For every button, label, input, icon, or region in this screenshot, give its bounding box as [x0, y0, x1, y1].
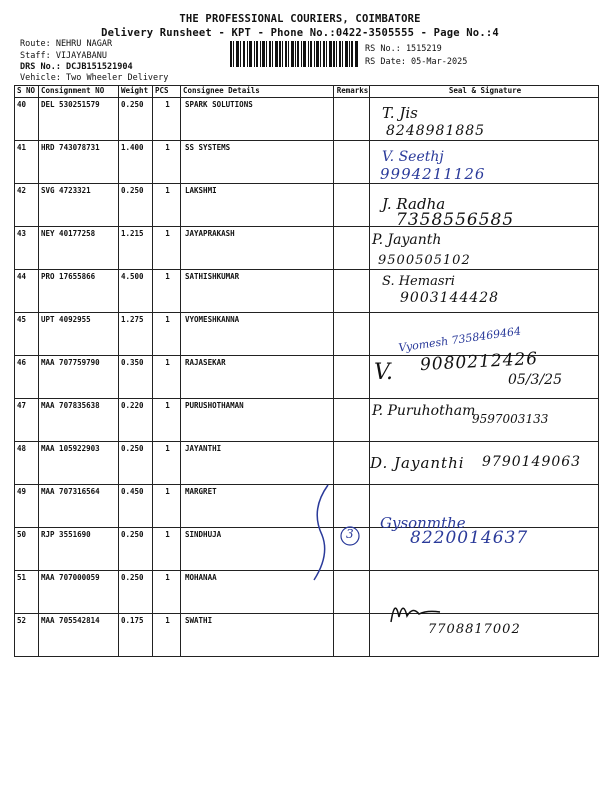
consignee-cell: JAYAPRAKASH	[181, 227, 334, 270]
pcs-cell: 1	[153, 184, 181, 227]
weight-cell: 0.250	[119, 184, 153, 227]
handwritten-bracket-mark	[300, 480, 370, 590]
consignee-cell: SWATHI	[181, 614, 334, 657]
sno-cell: 49	[15, 485, 39, 528]
col-consignee: Consignee Details	[181, 86, 334, 98]
handwritten-phone-46: 9080212426	[419, 348, 539, 376]
remarks-cell	[334, 98, 370, 141]
weight-cell: 0.250	[119, 98, 153, 141]
table-row	[15, 141, 599, 184]
pcs-cell: 1	[153, 571, 181, 614]
vehicle-label: Vehicle: Two Wheeler Delivery	[20, 73, 169, 83]
weight-cell: 1.275	[119, 313, 153, 356]
remarks-cell	[334, 614, 370, 657]
weight-cell: 0.250	[119, 571, 153, 614]
consignment-cell: SVG 4723321	[39, 184, 119, 227]
pcs-cell: 1	[153, 528, 181, 571]
pcs-cell: 1	[153, 141, 181, 184]
remarks-cell	[334, 227, 370, 270]
consignment-cell: MAA 707835638	[39, 399, 119, 442]
remarks-cell	[334, 313, 370, 356]
consignee-cell: VYOMESHKANNA	[181, 313, 334, 356]
consignee-cell: SINDHUJA	[181, 528, 334, 571]
sno-cell: 52	[15, 614, 39, 657]
consignee-cell: PURUSHOTHAMAN	[181, 399, 334, 442]
handwritten-name-41: V. Seethj	[382, 149, 444, 165]
sno-cell: 51	[15, 571, 39, 614]
consignment-cell: MAA 105922903	[39, 442, 119, 485]
handwritten-signature-45: Vyomesh 7358469464	[397, 324, 522, 355]
pcs-cell: 1	[153, 442, 181, 485]
consignment-cell: MAA 707759790	[39, 356, 119, 399]
sno-cell: 47	[15, 399, 39, 442]
weight-cell: 1.400	[119, 141, 153, 184]
consignment-cell: MAA 705542814	[39, 614, 119, 657]
handwritten-name-47: P. Puruhotham	[372, 403, 476, 419]
handwritten-date-46: 05/3/25	[508, 372, 562, 388]
sno-cell: 45	[15, 313, 39, 356]
handwritten-phone-48: 9790149063	[482, 454, 582, 470]
sno-cell: 46	[15, 356, 39, 399]
table-header-row	[15, 86, 599, 98]
remark-circle-number: 3	[346, 527, 354, 541]
col-consignment: Consignment NO	[39, 86, 119, 98]
handwritten-name-40: T. Jis	[382, 104, 418, 122]
remarks-cell	[334, 270, 370, 313]
consignment-cell: RJP 3551690	[39, 528, 119, 571]
handwritten-phone-41: 9994211126	[380, 165, 486, 183]
pcs-cell: 1	[153, 313, 181, 356]
handwritten-name-43: P. Jayanth	[372, 232, 442, 248]
consignment-cell: PRO 17655866	[39, 270, 119, 313]
weight-cell: 0.350	[119, 356, 153, 399]
col-pcs: PCS	[153, 86, 181, 98]
consignee-cell: LAKSHMI	[181, 184, 334, 227]
table-row	[15, 270, 599, 313]
sno-cell: 50	[15, 528, 39, 571]
staff-label: Staff: VIJAYABANU	[20, 51, 107, 61]
consignment-cell: MAA 707316564	[39, 485, 119, 528]
handwritten-name-50: Gysonmthe	[380, 514, 466, 532]
pcs-cell: 1	[153, 614, 181, 657]
consignment-cell: MAA 707000059	[39, 571, 119, 614]
consignee-cell: SPARK SOLUTIONS	[181, 98, 334, 141]
table-row	[15, 227, 599, 270]
sno-cell: 44	[15, 270, 39, 313]
weight-cell: 0.250	[119, 442, 153, 485]
pcs-cell: 1	[153, 270, 181, 313]
drs-number: DRS No.: DCJB151521904	[20, 62, 133, 72]
pcs-cell: 1	[153, 98, 181, 141]
weight-cell: 4.500	[119, 270, 153, 313]
remarks-cell	[334, 399, 370, 442]
rs-date: RS Date: 05-Mar-2025	[365, 57, 468, 67]
rs-number: RS No.: 1515219	[365, 44, 442, 54]
sno-cell: 43	[15, 227, 39, 270]
remarks-cell	[334, 356, 370, 399]
handwritten-phone-52: 7708817002	[428, 622, 521, 637]
handwritten-phone-43: 9500505102	[378, 253, 471, 268]
runsheet-subtitle: Delivery Runsheet - KPT - Phone No.:0422-3505555 - Page No.:4	[101, 27, 499, 39]
consignment-cell: UPT 4092955	[39, 313, 119, 356]
company-title: THE PROFESSIONAL COURIERS, COIMBATORE	[179, 13, 421, 25]
handwritten-phone-42: 7358556585	[396, 210, 515, 230]
consignee-cell: JAYANTHI	[181, 442, 334, 485]
pcs-cell: 1	[153, 399, 181, 442]
pcs-cell: 1	[153, 227, 181, 270]
consignee-cell: SS SYSTEMS	[181, 141, 334, 184]
weight-cell: 0.175	[119, 614, 153, 657]
handwritten-name-48: D. Jayanthi	[370, 454, 465, 472]
route-label: Route: NEHRU NAGAR	[20, 39, 113, 49]
handwritten-name-42: J. Radha	[382, 195, 446, 213]
sno-cell: 42	[15, 184, 39, 227]
weight-cell: 0.450	[119, 485, 153, 528]
consignee-cell: MARGRET	[181, 485, 334, 528]
handwritten-name-44: S. Hemasri	[382, 274, 455, 289]
handwritten-phone-44: 9003144428	[400, 290, 500, 306]
handwritten-name-46: V.	[374, 360, 394, 385]
handwritten-phone-47: 9597003133	[472, 412, 549, 426]
col-remarks: Remarks	[334, 86, 370, 98]
barcode-image	[230, 41, 358, 67]
consignment-cell: DEL 530251579	[39, 98, 119, 141]
consignee-cell: SATHISHKUMAR	[181, 270, 334, 313]
consignment-cell: HRD 743078731	[39, 141, 119, 184]
remarks-cell	[334, 184, 370, 227]
col-seal: Seal & Signature	[370, 86, 599, 98]
table-row	[15, 98, 599, 141]
col-weight: Weight	[119, 86, 153, 98]
handwritten-phone-40: 8248981885	[386, 123, 486, 139]
sno-cell: 40	[15, 98, 39, 141]
consignment-cell: NEY 40177258	[39, 227, 119, 270]
sno-cell: 41	[15, 141, 39, 184]
consignee-cell: RAJASEKAR	[181, 356, 334, 399]
remarks-cell	[334, 442, 370, 485]
col-sno: S NO	[15, 86, 39, 98]
weight-cell: 0.250	[119, 528, 153, 571]
remarks-cell	[334, 141, 370, 184]
weight-cell: 0.220	[119, 399, 153, 442]
pcs-cell: 1	[153, 356, 181, 399]
handwritten-phone-50: 8220014637	[410, 528, 529, 548]
weight-cell: 1.215	[119, 227, 153, 270]
sno-cell: 48	[15, 442, 39, 485]
consignee-cell: MOHANAA	[181, 571, 334, 614]
pcs-cell: 1	[153, 485, 181, 528]
